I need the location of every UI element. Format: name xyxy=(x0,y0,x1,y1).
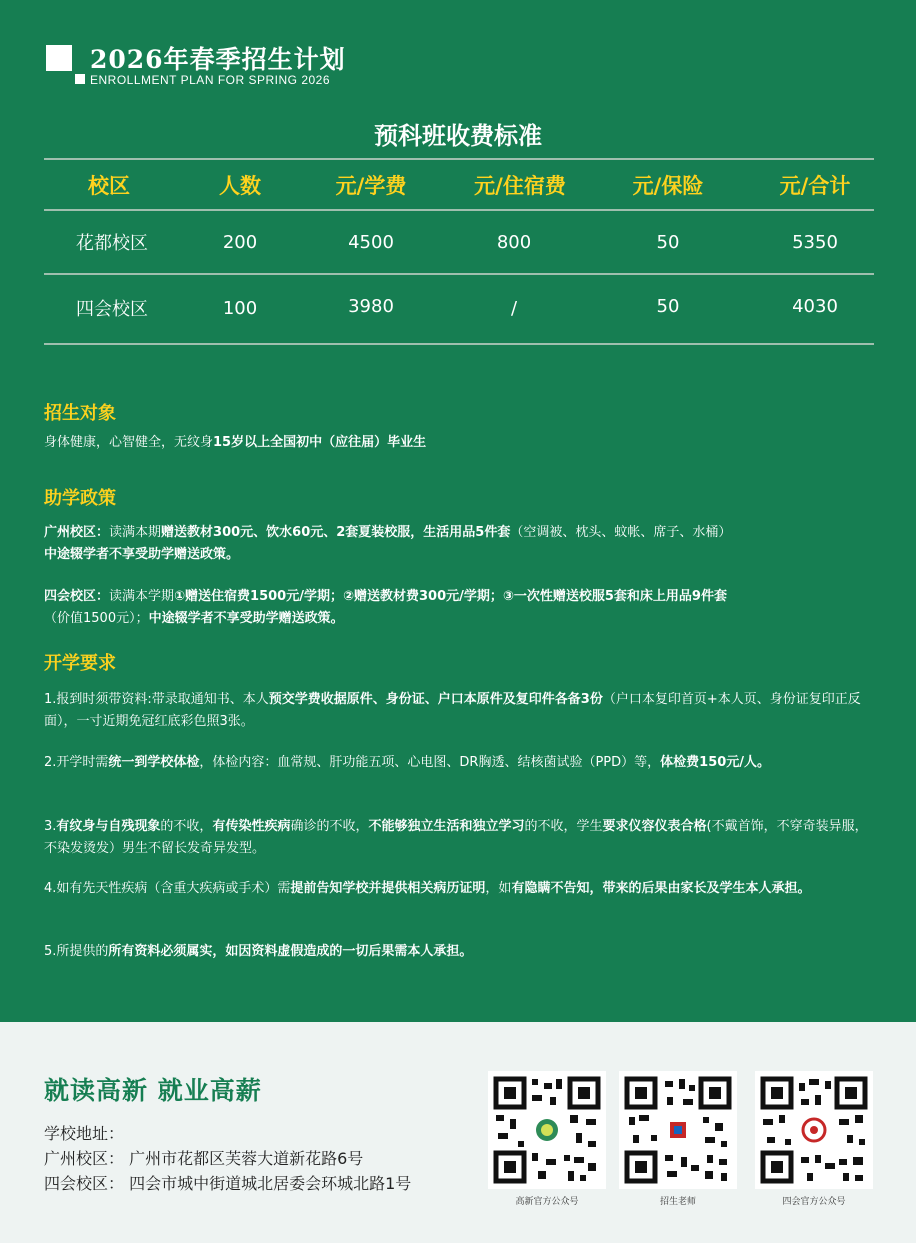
text-span-bold: 提前告知学校并提供相关病历证明 xyxy=(290,881,486,896)
qr-code-icon xyxy=(619,1071,737,1189)
text-span-bold: 有传染性疾病 xyxy=(212,819,291,834)
text-span-bold: ①赠送住宿费1500元/学期；②赠送教材费300元/学期；③一次性赠送校服5套和床上用品9件套 xyxy=(174,589,727,604)
text-span-bold: 有隐瞒不告知，带来的后果由家长及学生本人承担。 xyxy=(511,881,811,896)
target-text xyxy=(44,432,878,454)
text-span-bold: 所有资料必须属实，如因资料虚假造成的一切后果需本人承担。 xyxy=(108,944,473,959)
text-span-bold: 中途辍学者不享受助学赠送政策。 xyxy=(148,611,344,626)
text-span: 2.开学时需 xyxy=(44,755,109,770)
table-rule-header xyxy=(44,209,874,211)
text-span-bold: 15岁以上全国初中（应往届）毕业生 xyxy=(213,435,427,450)
text-span: 3. xyxy=(44,819,57,834)
page-subtitle: ENROLLMENT PLAN FOR SPRING 2026 xyxy=(90,73,331,87)
table-cell: 200 xyxy=(222,231,258,253)
table-cell: 100 xyxy=(222,297,258,319)
table-cell: 四会校区 xyxy=(76,299,148,320)
text-span: 的不收， xyxy=(160,819,213,834)
requirement-3 xyxy=(44,816,878,860)
text-span: (不戴首饰，不穿奇装异服，不染发烫发）男生不留长发奇异发型。 xyxy=(44,819,868,856)
text-span-bold: 赠送教材300元、饮水60元、2套夏装校服，生活用品5件套 xyxy=(161,525,511,540)
qr-caption: 四会官方公众号 xyxy=(782,1197,846,1207)
text-span: （空调被、枕头、蚊帐、席子、水桶） xyxy=(510,525,732,540)
column-header: 元/住宿费 xyxy=(474,174,566,198)
text-span-bold: 不能够独立生活和独立学习 xyxy=(368,819,525,834)
qr-caption: 招生老师 xyxy=(659,1197,696,1207)
qr-code-icon xyxy=(755,1071,873,1189)
requirement-5 xyxy=(44,941,878,963)
text-span: 1.报到时须带资料:带录取通知书、本人 xyxy=(44,692,269,707)
text-span: ，体检内容：血常规、肝功能五项、心电图、DR胸透、结核菌试验（PPD）等， xyxy=(199,755,661,770)
table-cell: 4500 xyxy=(348,231,394,253)
text-span: 身体健康，心智健全，无纹身 xyxy=(44,435,214,450)
text-span: 读满本学期 xyxy=(109,589,175,604)
section-heading-requirements: 开学要求 xyxy=(44,653,116,674)
text-span: 读满本期 xyxy=(109,525,162,540)
column-header: 校区 xyxy=(88,174,130,198)
table-cell: 50 xyxy=(656,296,680,317)
requirement-1 xyxy=(44,689,878,733)
table-rule-top xyxy=(44,158,874,160)
table-row xyxy=(44,228,874,256)
text-span-bold: 预交学费收据原件、身份证、户口本原件及复印件各备3份 xyxy=(268,692,603,707)
table-rule-bottom xyxy=(44,343,874,345)
column-header: 人数 xyxy=(219,174,261,198)
table-cell: 花都校区 xyxy=(76,233,148,254)
text-span-bold: 统一到学校体检 xyxy=(108,755,200,770)
text-span: 4.如有先天性疾病（含重大疾病或手术）需 xyxy=(44,881,291,896)
requirement-2 xyxy=(44,752,878,774)
table-rule-middle xyxy=(44,273,874,275)
address-guangzhou: 广州校区： 广州市花都区芙蓉大道新花路6号 xyxy=(44,1149,364,1168)
qr-code-icon xyxy=(488,1071,606,1189)
page-title: 2026年春季招生计划 xyxy=(90,45,346,74)
logo-small-square-icon xyxy=(75,74,85,84)
aid-guangzhou xyxy=(44,522,878,566)
table-cell: 50 xyxy=(656,231,680,253)
table-cell: / xyxy=(510,298,518,319)
slogan: 就读高新 就业高薪 xyxy=(44,1076,262,1105)
text-span-bold: 要求仪容仪表合格 xyxy=(602,819,707,834)
table-cell: 800 xyxy=(496,231,532,253)
table-row xyxy=(44,294,874,322)
address-sihui: 四会校区： 四会市城中街道城北居委会环城北路1号 xyxy=(44,1174,412,1193)
text-span-bold: 广州校区： xyxy=(44,525,110,540)
column-header: 元/学费 xyxy=(335,174,407,198)
text-span: 确诊的不收， xyxy=(290,819,369,834)
column-header: 元/合计 xyxy=(779,174,851,198)
text-span: （户口本复印首页+本人页、身份证复印正反面），一寸近期免冠红底彩色照3张。 xyxy=(44,692,861,729)
aid-sihui xyxy=(44,586,878,630)
text-span: 5.所提供的 xyxy=(44,944,109,959)
text-span-bold: 有纹身与自残现象 xyxy=(56,819,161,834)
section-heading-target: 招生对象 xyxy=(44,403,116,424)
logo-square-icon xyxy=(46,45,72,71)
table-cell: 3980 xyxy=(348,296,394,317)
text-span: 的不收，学生 xyxy=(524,819,603,834)
text-span-bold: 中途辍学者不享受助学赠送政策。 xyxy=(44,547,240,562)
text-span-bold: 体检费150元/人。 xyxy=(660,755,771,770)
text-span: （价值1500元）； xyxy=(44,611,149,626)
requirement-4 xyxy=(44,878,878,900)
column-header: 元/保险 xyxy=(632,174,704,198)
fee-table-title: 预科班收费标准 xyxy=(374,122,542,150)
table-cell: 4030 xyxy=(792,296,838,317)
text-span-bold: 四会校区： xyxy=(44,589,110,604)
address-label: 学校地址： xyxy=(44,1124,125,1143)
table-header-row xyxy=(44,170,874,200)
section-heading-aid: 助学政策 xyxy=(44,488,116,509)
table-cell: 5350 xyxy=(792,231,838,253)
text-span: ，如 xyxy=(485,881,512,896)
qr-caption: 高新官方公众号 xyxy=(515,1197,579,1207)
